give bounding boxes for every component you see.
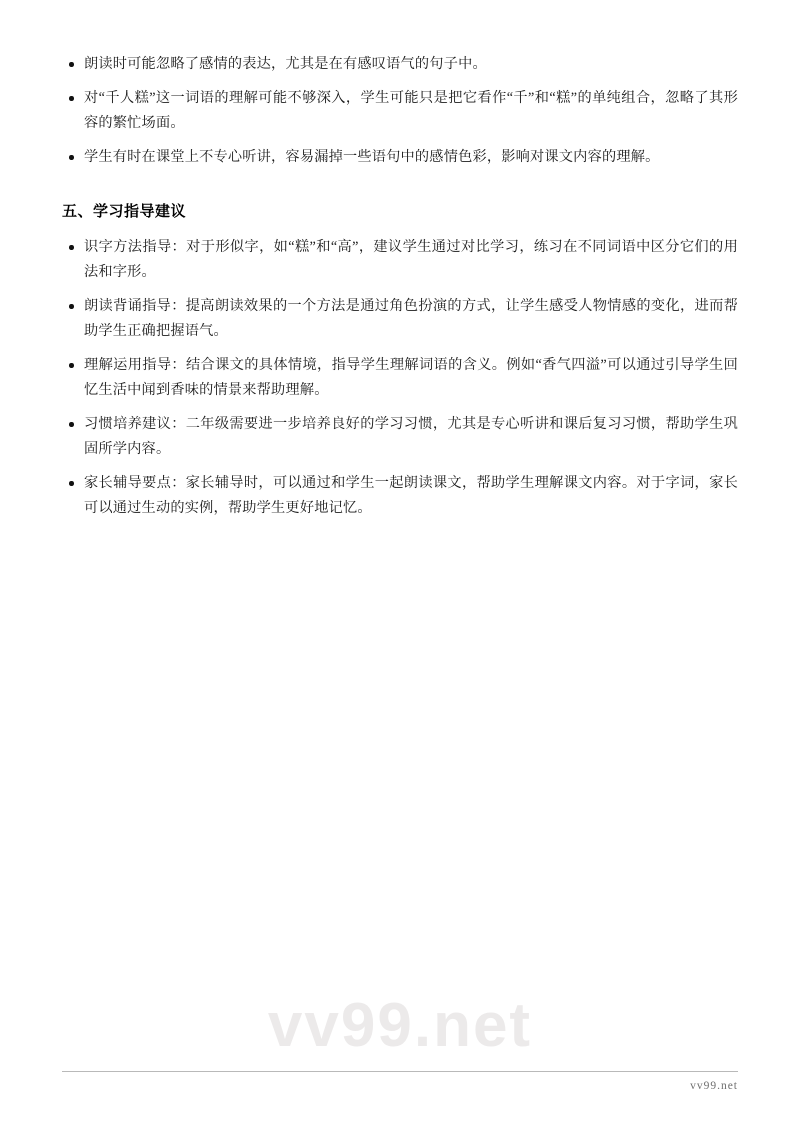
page-footer bbox=[62, 1071, 738, 1092]
list-item: 朗读背诵指导：提高朗读效果的一个方法是通过角色扮演的方式，让学生感受人物情感的变化，进而帮助学生正确把握语气。 bbox=[62, 294, 738, 344]
section-heading: 五、学习指导建议 bbox=[62, 203, 187, 220]
page-content bbox=[62, 52, 738, 521]
list-item: 家长辅导要点：家长辅导时，可以通过和学生一起朗读课文，帮助学生理解课文内容。对于字词，家长可以通过生动的实例，帮助学生更好地记忆。 bbox=[62, 471, 738, 521]
list-item: 理解运用指导：结合课文的具体情境，指导学生理解词语的含义。例如“香气四溢”可以通过引导学生回忆生活中闻到香味的情景来帮助理解。 bbox=[62, 353, 738, 403]
list-item: 习惯培养建议：二年级需要进一步培养良好的学习习惯，尤其是专心听讲和课后复习习惯，帮助学生巩固所学内容。 bbox=[62, 412, 738, 462]
top-bullet-list bbox=[62, 52, 738, 170]
footer-divider bbox=[62, 1071, 738, 1072]
list-item: 朗读时可能忽略了感情的表达，尤其是在有感叹语气的句子中。 bbox=[62, 52, 738, 77]
section-bullet-list bbox=[62, 235, 738, 521]
footer-text: vv99.net bbox=[690, 1080, 738, 1092]
list-item: 对“千人糕”这一词语的理解可能不够深入，学生可能只是把它看作“千”和“糕”的单纯组合，忽略了其形容的繁忙场面。 bbox=[62, 86, 738, 136]
watermark: vv99.net bbox=[267, 991, 533, 1060]
list-item: 识字方法指导：对于形似字，如“糕”和“高”，建议学生通过对比学习，练习在不同词语中区分它们的用法和字形。 bbox=[62, 235, 738, 285]
list-item: 学生有时在课堂上不专心听讲，容易漏掉一些语句中的感情色彩，影响对课文内容的理解。 bbox=[62, 145, 738, 170]
